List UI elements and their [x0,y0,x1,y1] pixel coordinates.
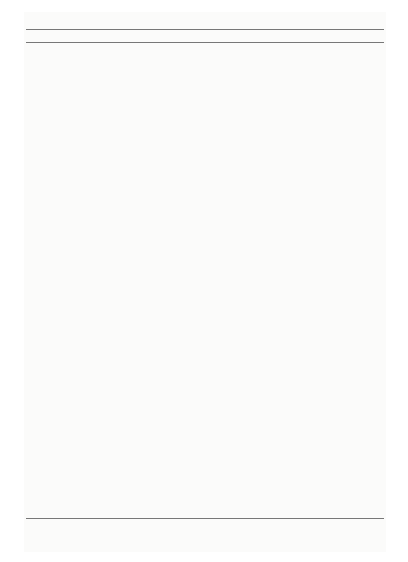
patient-info [26,31,384,41]
report-paper [24,12,386,552]
report-header [26,14,384,28]
header-divider [26,29,384,30]
report-footer [26,521,384,531]
footer-divider [26,518,384,519]
info-divider [26,42,384,43]
